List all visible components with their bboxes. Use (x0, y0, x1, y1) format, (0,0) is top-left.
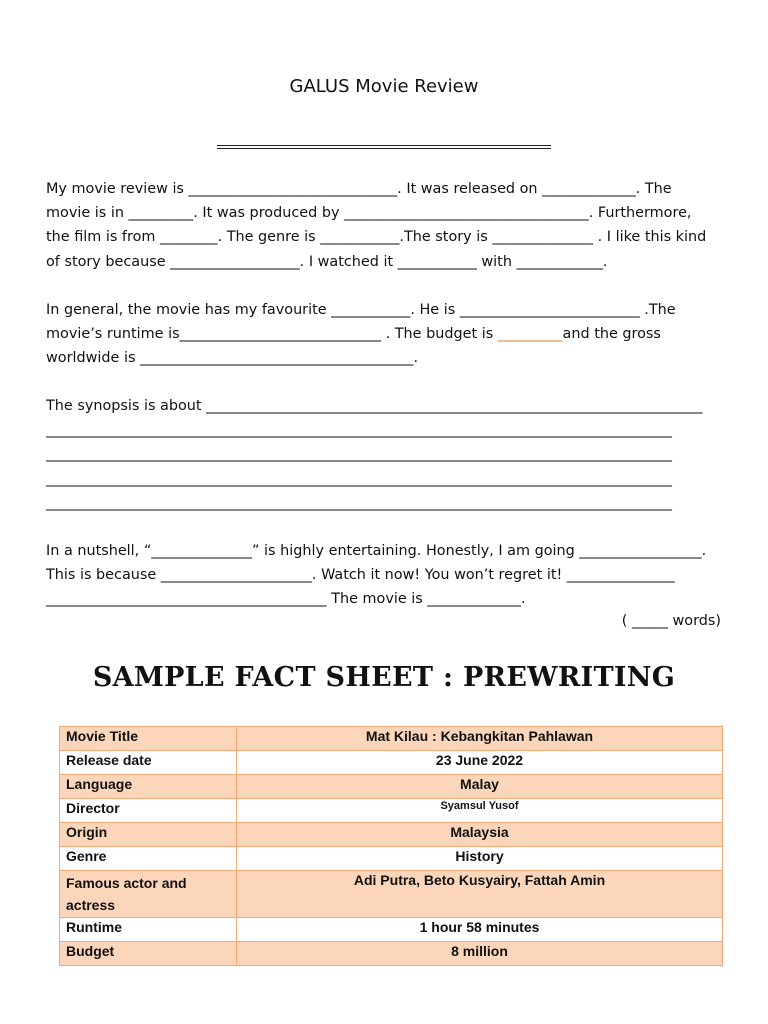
fact-value: Mat Kilau : Kebangkitan Pahlawan (237, 727, 723, 751)
paragraph-line: The synopsis is about _____________________________________________________________________ (46, 398, 703, 414)
fact-value: 1 hour 58 minutes (237, 918, 723, 942)
paragraph-line: This is because _____________________. Watch it now! You won’t regret it! _______________ (46, 567, 675, 584)
budget-blank: _________ (497, 326, 563, 343)
paragraph-line: In general, the movie has my favourite ___________. He is _________________________ .The (46, 302, 676, 318)
fact-value: Malay (237, 775, 723, 799)
paragraph-synopsis (46, 394, 726, 515)
fact-label: Genre (60, 847, 237, 871)
fact-value: 8 million (237, 942, 723, 966)
fact-label: Movie Title (60, 727, 237, 751)
fact-label: Budget (60, 942, 237, 966)
table-row (60, 799, 723, 823)
paragraph-intro (46, 177, 726, 274)
table-row (60, 871, 723, 918)
fact-value: Adi Putra, Beto Kusyairy, Fattah Amin (237, 871, 723, 918)
fact-value: History (237, 847, 723, 871)
paragraph-line: _______________________________________________________________________________________ (46, 494, 672, 511)
fact-value: 23 June 2022 (237, 751, 723, 775)
table-row (60, 727, 723, 751)
fact-label: Director (60, 799, 237, 823)
paragraph-line: _______________________________________ The movie is _____________. (46, 591, 526, 608)
table-row (60, 942, 723, 966)
paragraph-line: _______________________________________________________________________________________ (46, 470, 672, 487)
table-row (60, 823, 723, 847)
fact-sheet-table (59, 726, 723, 966)
paragraph-line (46, 322, 726, 346)
fact-value: Malaysia (237, 823, 723, 847)
paragraph-line: _______________________________________________________________________________________ (46, 446, 672, 463)
paragraph-nutshell (46, 539, 726, 612)
paragraph-line: _______________________________________________________________________________________ (46, 422, 672, 439)
table-row (60, 751, 723, 775)
fact-value: Syamsul Yusof (237, 799, 723, 823)
paragraph-line: movie is in _________. It was produced by __________________________________. Furthermore, (46, 205, 692, 222)
gross-text: and the gross (562, 326, 661, 343)
paragraph-line: of story because __________________. I watched it ___________ with ____________. (46, 253, 608, 270)
word-count-note: ( _____ words) (621, 613, 721, 629)
paragraph-general (46, 298, 726, 371)
fact-label: Release date (60, 751, 237, 775)
table-row (60, 847, 723, 871)
fact-label: Famous actor and actress (60, 871, 237, 918)
fact-label: Runtime (60, 918, 237, 942)
paragraph-line: worldwide is ______________________________________. (46, 350, 419, 367)
table-row (60, 775, 723, 799)
paragraph-line: the film is from ________. The genre is ___________.The story is ______________ . I like this kind (46, 229, 707, 246)
page-title: GALUS Movie Review (289, 76, 479, 97)
title-blank-line (217, 145, 551, 149)
fact-sheet-title: SAMPLE FACT SHEET : PREWRITING (92, 662, 676, 693)
runtime-text: movie’s runtime is____________________________ . The budget is (46, 326, 498, 343)
fact-label: Language (60, 775, 237, 799)
table-row (60, 918, 723, 942)
fact-label: Origin (60, 823, 237, 847)
paragraph-line: In a nutshell, “______________” is highly entertaining. Honestly, I am going _________________. (46, 543, 707, 559)
paragraph-line: My movie review is _____________________________. It was released on _____________. The (46, 181, 672, 197)
